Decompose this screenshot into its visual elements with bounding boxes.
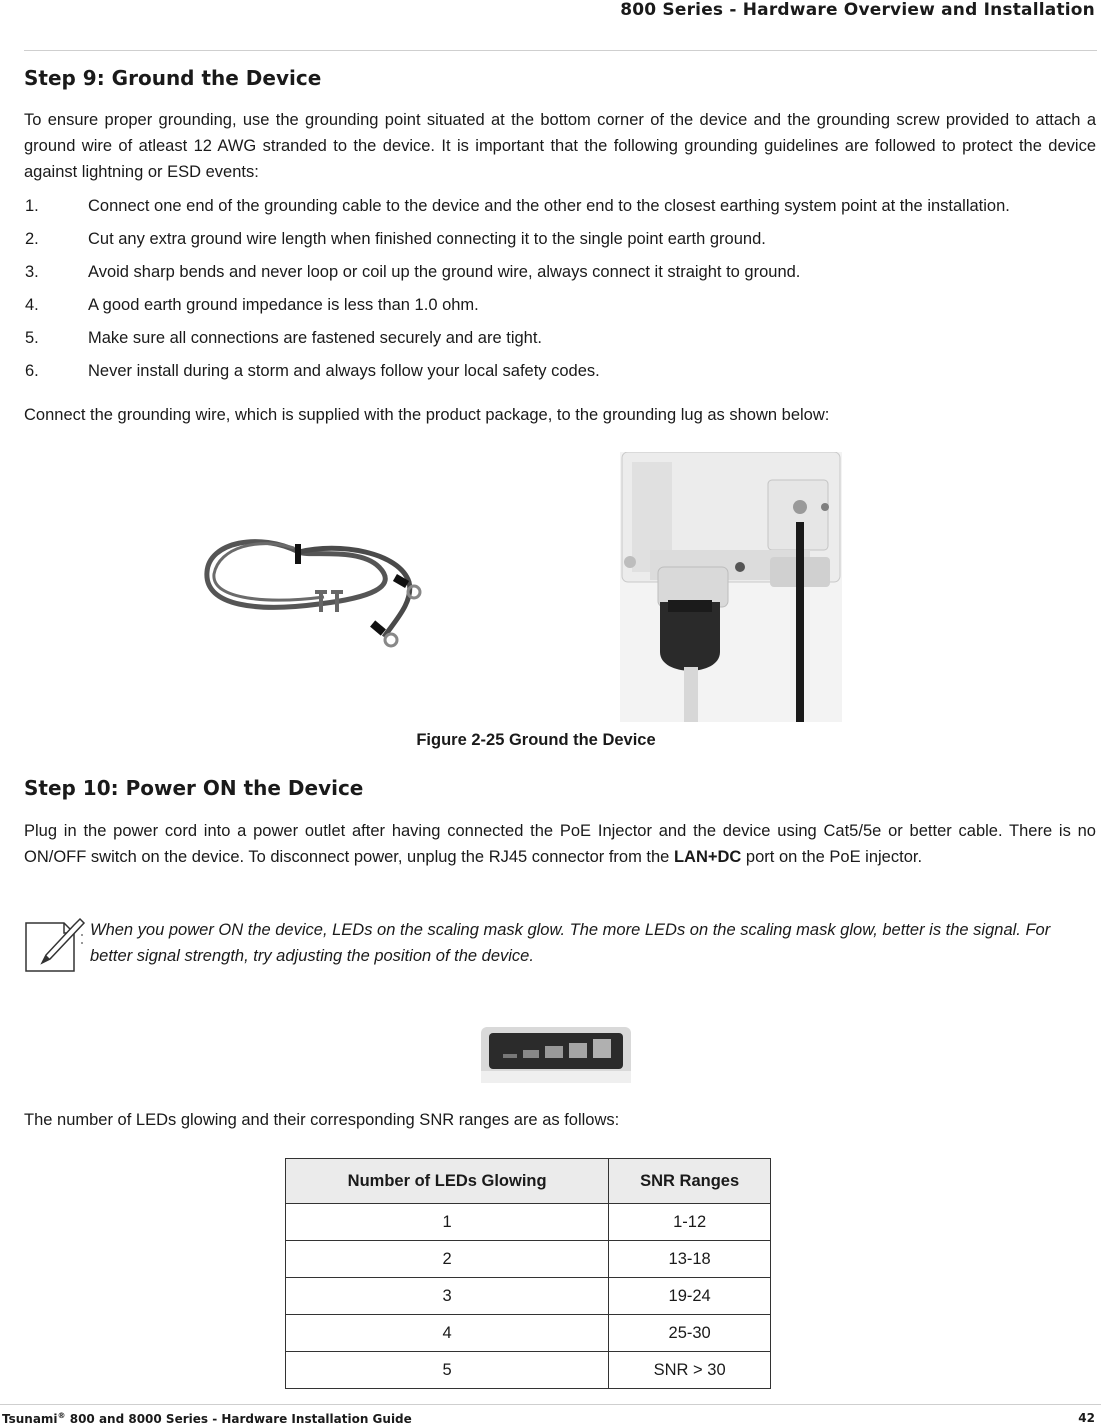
table-intro: The number of LEDs glowing and their corresponding SNR ranges are as follows: — [24, 1111, 620, 1129]
list-item: 1. Connect one end of the grounding cable to the device and the other end to the closest earthing system point at the installation. — [25, 197, 1010, 215]
list-item: 6. Never install during a storm and always follow your local safety codes. — [25, 362, 600, 380]
header-title: 800 Series - Hardware Overview and Installation — [620, 0, 1095, 20]
note-box — [24, 915, 1096, 975]
lan-dc-port: LAN+DC — [673, 848, 742, 866]
table-row: 3 19-24 — [286, 1278, 771, 1315]
page-header — [24, 0, 1097, 51]
table-row: 2 13-18 — [286, 1241, 771, 1278]
connect-instruction: Connect the grounding wire, which is supplied with the product package, to the grounding lug as shown below: — [24, 406, 830, 424]
ground-figure — [24, 452, 1096, 722]
table-row: 1 1-12 — [286, 1204, 771, 1241]
list-item: 3. Avoid sharp bends and never loop or coil up the ground wire, always connect it straight to ground. — [25, 263, 801, 281]
list-item: 5. Make sure all connections are fastened securely and are tight. — [25, 329, 543, 347]
grounding-guidelines-list — [24, 195, 1096, 393]
list-item: 4. A good earth ground impedance is less than 1.0 ohm. — [25, 296, 479, 314]
snr-table — [285, 1158, 771, 1389]
grounding-cable-photo — [199, 512, 459, 652]
step9-intro: To ensure proper grounding, use the grounding point situated at the bottom corner of the device and the grounding screw provided to attach a ground wire of atleast 12 AWG stranded to the device. It is important that the following grounding guidelines are followed to protect the device against lightning or ESD events: — [24, 111, 1096, 181]
note-text: When you power ON the device, LEDs on the scaling mask glow. The more LEDs on the scaling mask glow, better is the signal. For better signal strength, try adjusting the position of the device. — [90, 921, 1051, 965]
step9-heading: Step 9: Ground the Device — [24, 66, 322, 90]
footer-guide-title: Tsunami® 800 and 8000 Series - Hardware Installation Guide — [2, 1411, 412, 1426]
page-footer — [0, 1404, 1101, 1427]
list-item: 2. Cut any extra ground wire length when finished connecting it to the single point earth ground. — [25, 230, 766, 248]
step10-heading: Step 10: Power ON the Device — [24, 776, 364, 800]
column-header-snr: SNR Ranges — [609, 1159, 771, 1204]
step10-text: Plug in the power cord into a power outlet after having connected the PoE Injector and the device using Cat5/5e or better cable. There is no ON/OFF switch on the device. To disconnect power, unplug the RJ45 connector from the LAN+DC port on the PoE injector. — [24, 822, 1096, 866]
column-header-leds: Number of LEDs Glowing — [286, 1159, 609, 1204]
page-number: 42 — [1078, 1411, 1095, 1425]
pencil-note-icon — [24, 915, 86, 975]
device-grounding-photo — [620, 452, 842, 722]
led-scaling-mask-photo — [481, 1027, 631, 1083]
figure-caption: Figure 2-25 Ground the Device — [416, 731, 656, 749]
table-row: 5 SNR > 30 — [286, 1352, 771, 1389]
table-row: 4 25-30 — [286, 1315, 771, 1352]
